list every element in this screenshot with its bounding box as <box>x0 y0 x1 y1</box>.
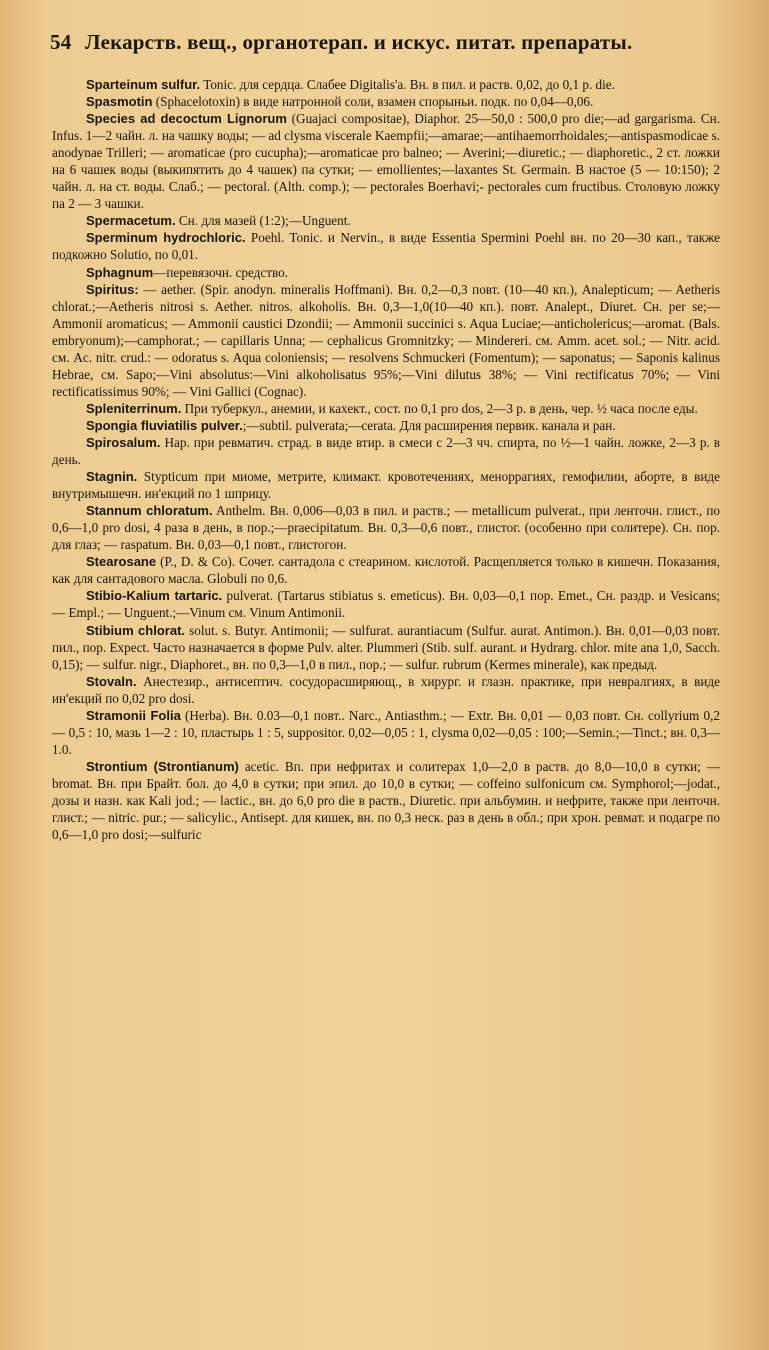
entry-text: ;—subtil. pulverata;—cerata. Для расширения первик. канала и ран. <box>242 417 616 433</box>
entry-stearosane <box>52 553 720 587</box>
entry-text: Anthelm. Вн. 0,006—0,03 в пил. и раств.; — metallicum pulverat., при ленточн. глист., по 0,6—1,0 pro dosi, 4 раза в день, в пор.;—praecipitatum. Вн. 0,3—0,6 повт., глистог. (особенно при солитере). Сн. пор. для глаз; — raspatum. Вн. 0,03—0,1 повт., глистогон. <box>52 503 720 553</box>
entry-stannum <box>52 502 720 553</box>
entry-text: При туберкул., анемии, и кахект., сост. по 0,1 pro dos, 2—3 р. в день, чер. ½ часа после еды. <box>181 400 698 416</box>
entry-text: (P., D. & Co). Сочет. сантадола с стеарином. кислотой. Расщепляется только в кишечн. Показания, как для сантадового масла. Globuli по 0,6. <box>52 554 720 587</box>
header-title: Лекарств. вещ., органотерап. и искус. питат. препараты. <box>84 30 633 54</box>
entry-sphagnum <box>52 264 720 281</box>
entry-head: Stannum chloratum. <box>86 503 213 519</box>
entry-text: acetic. Вп. при нефритах и солитерах 1,0—2,0 в раств. до 8,0—10,0 в сутки; — bromat. Вн. при Брайт. бол. до 4,0 в сутки; при эпил. до 10,0 в сутки; — coffeino sulfonicum см. Symphorol;—jodat., дозы и назн. как Kali jod.; — lactic., вн. до 6,0 pro die в раств., Diuretic. при альбумин. и нефрите, также при ленточн. глист.; — nitric. pur.; — salicylic., Antisept. для кишек, вн. по 0,3 неск. раз в день в обл.; при хрон. ревмат. и подагре по 0,6—1,0 pro dosi;—sulfuric <box>52 758 720 843</box>
entry-head: Spongia fluviatilis pulver. <box>86 417 243 433</box>
entry-stibio-kalium <box>52 587 720 621</box>
entry-sparteinum <box>52 76 720 93</box>
entry-strontium <box>52 758 720 843</box>
entry-species <box>52 110 720 212</box>
entry-text: (Guajaci compositae), Diaphor. 25—50,0 : 500,0 pro die;—ad gargarisma. Сн. Infus. 1—2 чайн. л. на чашку воды; — ad clysma viscerale Kaempfii;—amarae;—antihaemorrhoidales;—antispasmodicae s. anodynae Trilleri; — aromaticae (pro cucupha);—aromaticae pro balneo; — Averini;—diuretic.; — diaphoretic., 2 ст. ложки на 6 чашек воды (выкипятить до 4 чашек) па сутки; — emollientes;—laxantes St. Germain. В настое (5 — 10:150); 2 чайн. л. на ст. воды. Слаб.; — pectoral. (Alth. comp.); — pectorales Boerhavi;- pectorales cum fructibus. Столовую ложку па 2 — 3 чашки. <box>52 111 720 212</box>
entry-head: Sparteinum sulfur. <box>86 77 201 92</box>
entry-spermacetum <box>52 212 720 229</box>
entry-head: Stibio-Kalium tartaric. <box>86 588 223 604</box>
entry-head: Sphagnum <box>86 264 154 280</box>
entry-stramonii <box>52 707 720 758</box>
running-header <box>50 30 740 55</box>
dictionary-body <box>52 76 720 843</box>
entry-spirosalum <box>52 434 720 468</box>
entry-head: Sperminum hydrochloric. <box>86 230 246 246</box>
entry-text: (Herba). Вн. 0.03—0,1 повт.. Narc., Antiasthm.; — Extr. Вн. 0,01 — 0,03 повт. Сн. collyrium 0,2 — 0,5 : 10, мазь 1—2 : 10, пластырь 1 : 5, suppositor. 0,02—0,05 : 1, clysma 0,02—0,05 : 100;—Semin.;—Tinct.; вн. 0,3—1.0. <box>52 707 721 757</box>
entry-head: Stovaln. <box>86 673 137 689</box>
entry-head: Spasmotin <box>86 94 153 110</box>
entry-text: (Sphacelotoxin) в виде натронной соли, взамен спорыньи. подк. по 0,04—0,06. <box>152 94 594 110</box>
entry-head: Species ad decoctum Lignorum <box>86 111 287 127</box>
entry-stovaln <box>52 673 720 707</box>
entry-head: Spleniterrinum. <box>86 400 182 416</box>
page-number: 54 <box>50 30 72 54</box>
entry-text: Нар. при ревматич. страд. в виде втир. в смеси с 2—3 чч. спирта, по ½—1 чайн. ложке, 2—3 р. в день. <box>52 434 720 468</box>
entry-head: Strontium (Strontianum) <box>86 758 239 774</box>
entry-spleniterrinum <box>52 400 720 417</box>
entry-text: pulverat. (Tartarus stibiatus s. emeticus). Вн. 0,03—0,1 пор. Emet., Сн. раздр. и Vesicans; — Empl.; — Unguent.;—Vinum см. Vinum Antimonii. <box>52 588 720 621</box>
entry-head: Stibium chlorat. <box>86 622 186 638</box>
entry-spongia <box>52 417 720 434</box>
entry-text: solut. s. Butyr. Antimonii; — sulfurat. aurantiacum (Sulfur. aurat. Antimon.). Вн. 0,01—0,03 повт. пил., пор. Expect. Часто назначается в форме Pulv. alter. Plummeri (Stib. sulf. aurant. и Hydrarg. chlor. mite ana 1,0, Sacch. 0,15); — sulfur. nigr., Diaphoret., вн. по 0,3—1,0 в пил., пор.; — sulfur. rubrum (Kermes minerale), как предыд. <box>52 622 720 672</box>
entry-text: Stypticum при миоме, метрите, климакт. кровотечениях, меноррагиях, гемофилии, аборте, в виде внутримышечн. ин'екций по 1 шприцу. <box>52 469 720 502</box>
entry-text: Сн. для мазей (1:2);—Unguent. <box>175 213 351 229</box>
entry-text: — aether. (Spir. anodyn. mineralis Hoffmani). Вн. 0,2—0,3 повт. (10—40 кп.), Analepticum; — Aetheris chlorat.;—Aetheris nitrosi s. Aether. nitros. alkoholis. Вн. 0,3—1,0(10—40 кп.). повт. Analept., Diuret. Сн. per se;—Ammonii aromaticus; — Ammonii caustici Dzondii; — Ammonii succinici s. Aqua Luciae;—anticholericus;—aromat. (Bals. embryonum);—camphorat.; — capillaris Unna; — cephalicus Gromnitzky; — Mindereri. см. Amm. acet. sol.; — Nitr. acid. см. Ac. nitr. crud.: — odoratus s. Aqua coloniensis; — resolvens Schmuckeri (Fomentum); — saponatus; — Saponis kalinus Hebrae, см. Sapo;—Vini absolutus:—Vini alkoholisatus 95%;—Vini dilutus 38%; — Vini rectificatus 70%; — Vini rectificatissimus 90%; — Vini Gallici (Cognac). <box>52 281 720 399</box>
entry-text: Анестезир., антисептич. сосудорасширяющ., в хирург. и глазн. практике, при невралгиях, в виде ин'екций по 0,02 pro dosi. <box>52 673 720 706</box>
entry-head: Stramonii Folia <box>86 707 181 723</box>
entry-spasmotin <box>52 93 720 110</box>
entry-head: Spiritus: <box>86 281 139 297</box>
entry-stagnin <box>52 468 720 502</box>
entry-head: Stagnin. <box>86 469 138 485</box>
entry-head: Spermacetum. <box>86 213 176 229</box>
entry-spiritus <box>52 281 720 400</box>
entry-text: —перевязочн. средство. <box>153 264 288 280</box>
entry-text: Poehl. Tonic. и Nervin., в виде Essentia Spermini Poehl вн. по 20—30 кап., также подкожно Solutio, по 0,01. <box>52 230 720 263</box>
entry-text: Tonic. для сердца. Слабее Digitalis'а. Вн. в пил. и раств. 0,02, до 0,1 р. die. <box>200 77 615 92</box>
entry-head: Spirosalum. <box>86 434 161 450</box>
entry-sperminum <box>52 229 720 263</box>
entry-head: Stearosane <box>86 554 157 570</box>
entry-stibium <box>52 622 720 673</box>
